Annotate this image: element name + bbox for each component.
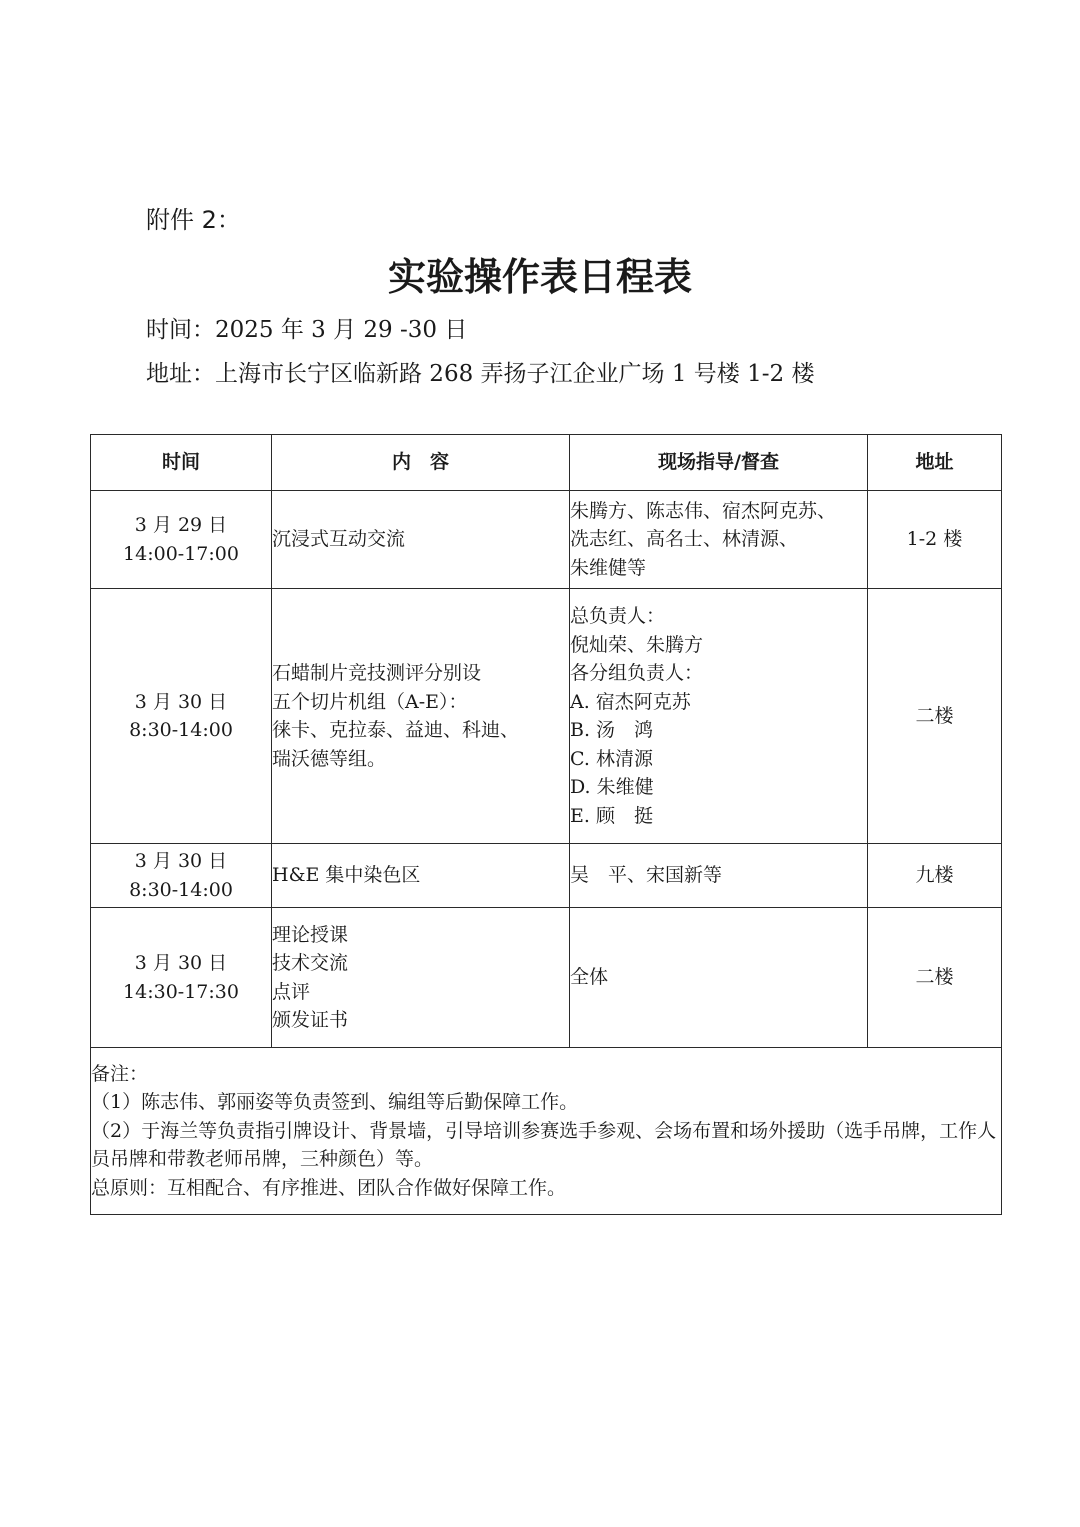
note-item: （2）于海兰等负责指引牌设计、背景墙，引导培训参赛选手参观、会场布置和场外援助（选手吊牌，工作人员吊牌和带教老师吊牌，三种颜色）等。 — [91, 1119, 997, 1171]
staff-line: 冼志红、高名士、林清源、 — [570, 528, 799, 551]
attachment-label: 附件 2： — [146, 206, 241, 234]
time-date: 3 月 30 日 — [134, 850, 228, 872]
row-staff — [570, 491, 868, 589]
table-row — [91, 491, 1002, 589]
row-location: 九楼 — [868, 844, 1002, 908]
table-row — [91, 589, 1002, 844]
event-time: 时间：2025 年 3 月 29 -30 日 — [146, 317, 468, 343]
content-line: 理论授课 — [272, 923, 349, 946]
content-line: 石蜡制片竞技测评分别设 — [272, 662, 482, 684]
time-date: 3 月 29 日 — [134, 514, 228, 536]
row-time — [91, 908, 272, 1048]
header-content: 内 容 — [272, 435, 570, 491]
content-line: 颁发证书 — [272, 1009, 349, 1031]
staff-line: 总负责人： — [570, 605, 666, 627]
header-staff: 现场指导/督查 — [570, 435, 868, 491]
row-content — [272, 589, 570, 844]
row-location: 1-2 楼 — [868, 491, 1002, 589]
document-title: 实验操作表日程表 — [387, 255, 692, 299]
table-row — [91, 844, 1002, 908]
header-time: 时间 — [91, 435, 272, 491]
content-line: 沉浸式互动交流 — [272, 528, 406, 551]
row-location: 二楼 — [868, 589, 1002, 844]
content-line: 技术交流 — [272, 952, 349, 974]
row-staff — [570, 589, 868, 844]
staff-line: A. 宿杰阿克苏 — [570, 690, 691, 713]
staff-line: 朱维健等 — [570, 556, 647, 579]
staff-line: 朱腾方、陈志伟、宿杰阿克苏、 — [570, 499, 837, 522]
time-range: 8:30-14:00 — [129, 719, 233, 741]
row-time — [91, 589, 272, 844]
note-principle: 总原则：互相配合、有序推进、团队合作做好保障工作。 — [91, 1176, 567, 1199]
time-range: 14:30-17:30 — [123, 980, 239, 1003]
header-location: 地址 — [868, 435, 1002, 491]
time-date: 3 月 30 日 — [134, 952, 228, 974]
row-location: 二楼 — [868, 908, 1002, 1048]
row-content — [272, 844, 570, 908]
time-range: 8:30-14:00 — [129, 878, 233, 901]
table-header-row — [91, 435, 1002, 491]
staff-line: 全体 — [570, 966, 609, 989]
row-time — [91, 491, 272, 589]
row-time — [91, 844, 272, 908]
row-content — [272, 908, 570, 1048]
staff-line: 倪灿荣、朱腾方 — [570, 633, 704, 656]
table-row — [91, 908, 1002, 1048]
time-range: 14:00-17:00 — [123, 542, 239, 565]
row-content — [272, 491, 570, 589]
staff-line: 吴 平、宋国新等 — [570, 864, 723, 887]
content-line: 五个切片机组（A-E）： — [272, 690, 468, 713]
note-item: （1）陈志伟、郭丽姿等负责签到、编组等后勤保障工作。 — [91, 1091, 579, 1114]
content-line: 瑞沃德等组。 — [272, 747, 387, 770]
time-date: 3 月 30 日 — [134, 690, 228, 713]
schedule-table — [90, 434, 1002, 1215]
content-line: 徕卡、克拉泰、益迪、科迪、 — [272, 719, 520, 741]
notes-row — [91, 1048, 1002, 1215]
notes-heading: 备注： — [91, 1062, 149, 1085]
staff-line: C. 林清源 — [570, 747, 653, 770]
content-line: H&E 集中染色区 — [272, 864, 421, 887]
staff-line: 各分组负责人： — [570, 662, 704, 684]
event-address: 地址：上海市长宁区临新路 268 弄扬子江企业广场 1 号楼 1-2 楼 — [146, 361, 815, 387]
staff-line: D. 朱维健 — [570, 776, 654, 798]
content-line: 点评 — [272, 980, 311, 1003]
staff-line: E. 顾 挺 — [570, 804, 653, 827]
notes-cell — [91, 1048, 1002, 1215]
row-staff — [570, 844, 868, 908]
staff-line: B. 汤 鸿 — [570, 719, 654, 741]
row-staff — [570, 908, 868, 1048]
